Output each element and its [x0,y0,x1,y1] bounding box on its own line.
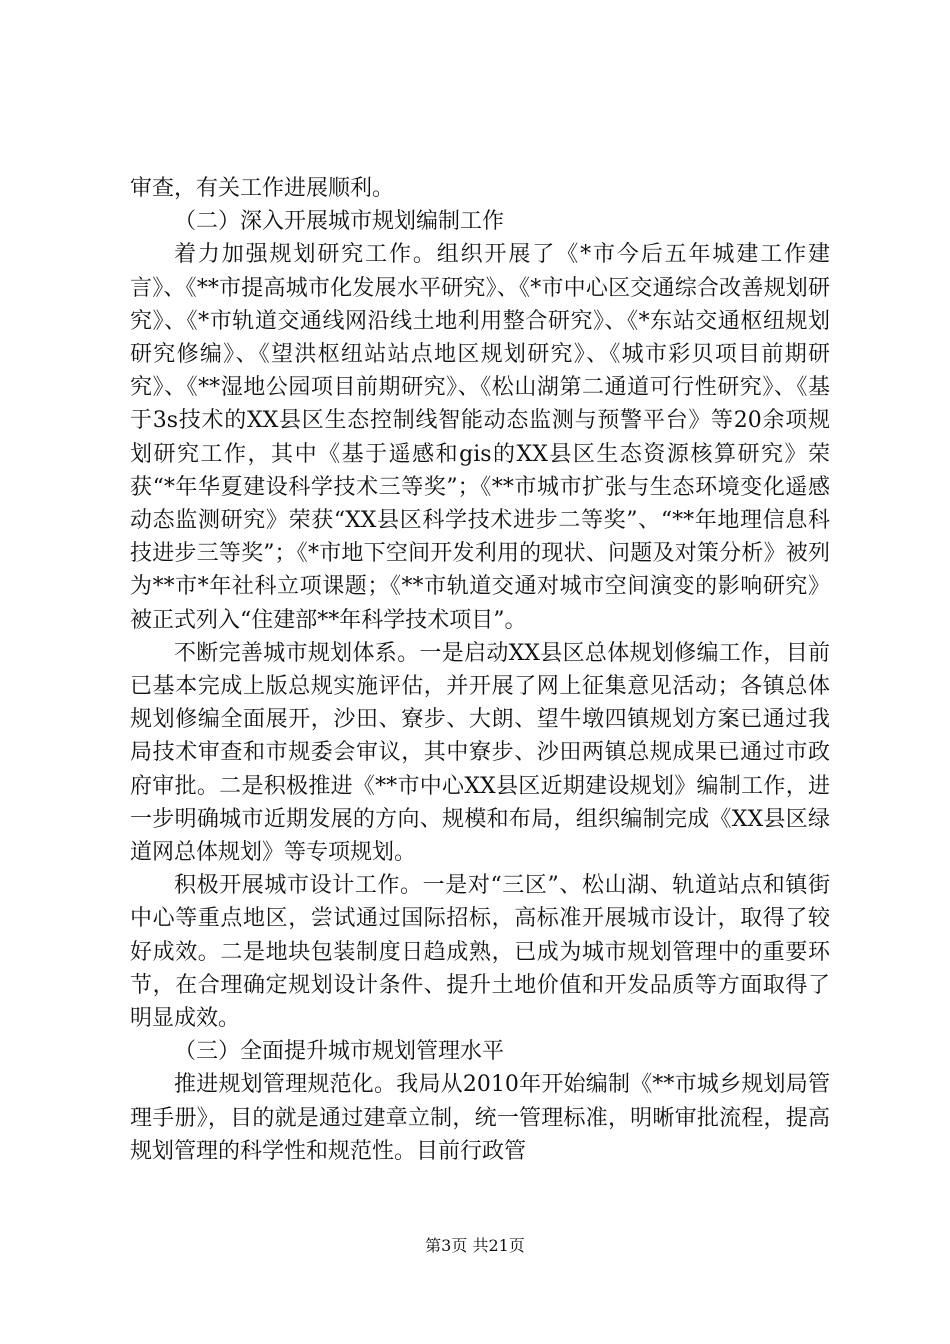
paragraph-planning-research: 着力加强规划研究工作。组织开展了《*市今后五年城建工作建言》、《**市提高城市化发展水平研究》、《*市中心区交通综合改善规划研究》、《*市轨道交通线网沿线土地利用整合研究》、《*东站交通枢纽规划研究修编》、《望洪枢纽站站点地区规划研究》、《城市彩贝项目前期研究》、《**湿地公园项目前期研究》、《松山湖第二通道可行性研究》、《基于3s技术的XX县区生态控制线智能动态监测与预警平台》等20余项规划研究工作，其中《基于遥感和gis的XX县区生态资源核算研究》荣获“*年华夏建设科学技术三等奖”；《**市城市扩张与生态环境变化遥感动态监测研究》荣获“XX县区科学技术进步二等奖”、“**年地理信息科技进步三等奖”；《*市地下空间开发利用的现状、问题及对策分析》被列为**市*年社科立项课题；《**市轨道交通对城市空间演变的影响研究》被正式列入“住建部**年科学技术项目”。 [130,242,830,633]
section-heading-3: （三）全面提升城市规划管理水平 [174,1039,505,1065]
page-footer: 第3页 共21页 [425,1236,525,1255]
paragraph-continuation: 审查，有关工作进展顺利。 [130,176,395,201]
document-body [130,172,830,1168]
paragraph-management-standardization: 推进规划管理规范化。我局从2010年开始编制《**市城乡规划局管理手册》，目的就是通过建章立制，统一管理标准，明晰审批流程，提高规划管理的科学性和规范性。目前行政管 [130,1072,830,1164]
paragraph-urban-design: 积极开展城市设计工作。一是对“三区”、松山湖、轨道站点和镇街中心等重点地区，尝试通过国际招标，高标准开展城市设计，取得了较好成效。二是地块包装制度日趋成熟，已成为城市规划管理中的重要环节，在合理确定规划设计条件、提升土地价值和开发品质等方面取得了明显成效。 [130,873,830,1032]
section-heading-2: （二）深入开展城市规划编制工作 [174,209,505,235]
paragraph-planning-system: 不断完善城市规划体系。一是启动XX县区总体规划修编工作，目前已基本完成上版总规实施评估，并开展了网上征集意见活动；各镇总体规划修编全面展开，沙田、寮步、大朗、望牛墩四镇规划方案已通过我局技术审查和市规委会审议，其中寮步、沙田两镇总规成果已通过市政府审批。二是积极推进《**市中心XX县区近期建设规划》编制工作，进一步明确城市近期发展的方向、规模和布局，组织编制完成《XX县区绿道网总体规划》等专项规划。 [130,640,830,866]
